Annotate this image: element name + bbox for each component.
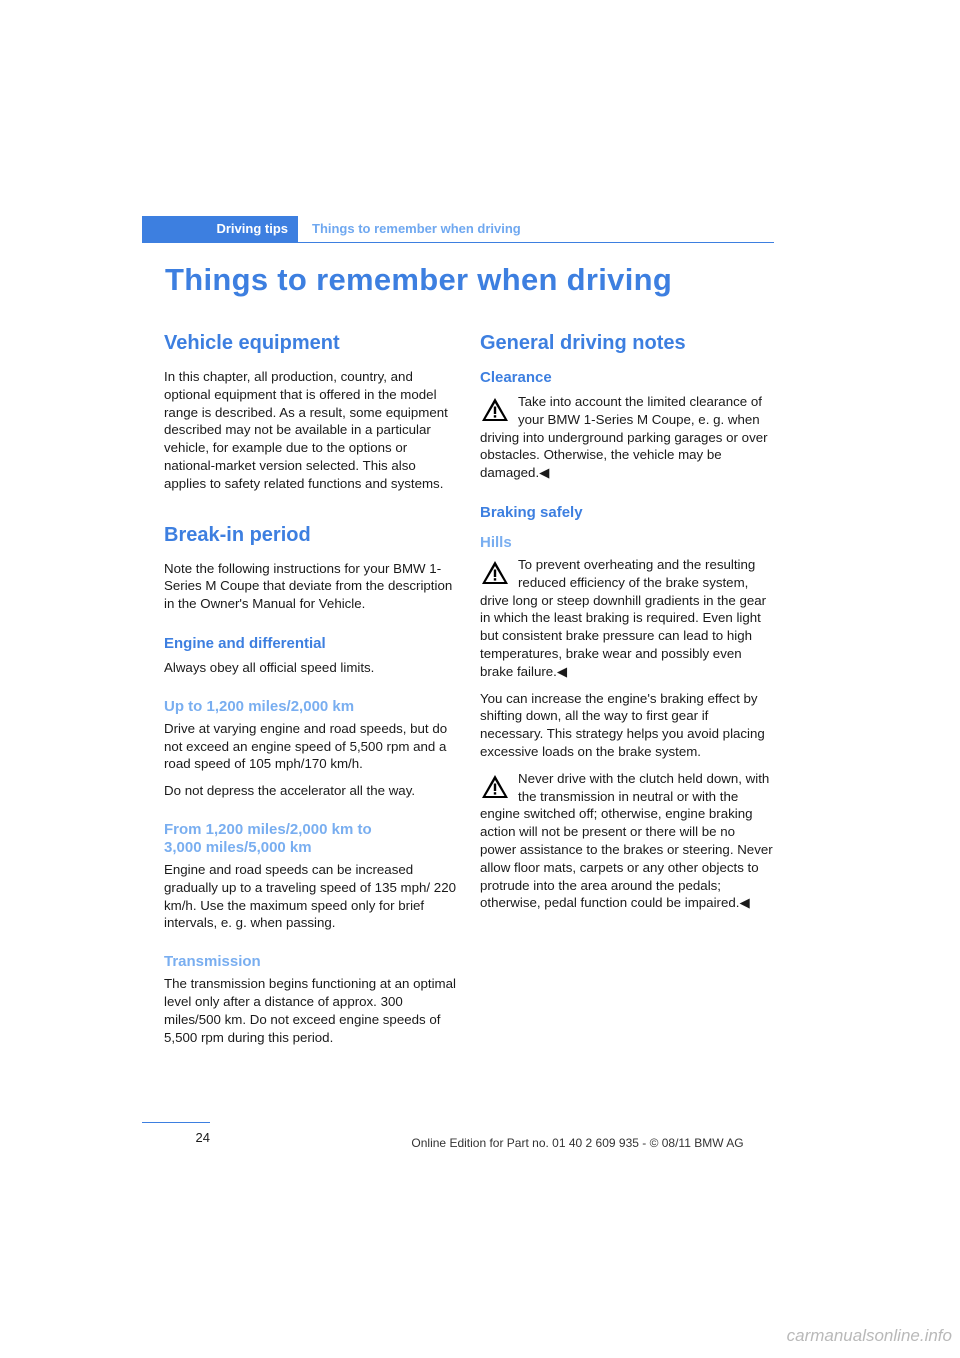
- warning-triangle-icon: [480, 772, 510, 802]
- footer-edition: [0, 1136, 960, 1150]
- up-to-accelerator-text: Do not depress the accelerator all the way.: [164, 783, 416, 799]
- clearance-heading: Clearance: [480, 369, 552, 386]
- from-heading-line2: 3,000 miles/5,000 km: [164, 838, 312, 856]
- from-text: Engine and road speeds can be increased gradually up to a traveling speed of 135 mph/ 220 km/h. Use the maximum speed only for brief intervals, e. g. when passing.: [164, 861, 456, 931]
- hills-warning-text: To prevent overheating and the resulting reduced efficiency of the brake system, drive long or steep downhill gradients in the gear in which the least braking is required. Even light but consistent brake pressure can lead to high temperatures, brake wear and possibly even brake failure.◀: [480, 556, 767, 679]
- clearance-warning-text: Take into account the limited clearance of your BMW 1-Series M Coupe, e. g. when driving into underground parking garages or over obstacles. Otherwise, the vehicle may be damaged.◀: [480, 394, 768, 481]
- transmission-heading: Transmission: [164, 953, 261, 971]
- header-divider: [142, 242, 774, 243]
- header-chapter-tab: Driving tips: [142, 216, 298, 242]
- up-to-heading: Up to 1,200 miles/2,000 km: [164, 697, 355, 715]
- clearance-warning: [480, 393, 774, 482]
- from-heading-line1: From 1,200 miles/2,000 km to: [164, 820, 372, 838]
- right-column: [480, 330, 774, 921]
- transmission-text: The transmission begins functioning at an optimal level only after a distance of approx. 300 miles/500 km. Do not exceed engine speeds of 5,500 rpm during this period.: [164, 976, 456, 1045]
- vehicle-equipment-heading: Vehicle equipment: [164, 332, 340, 354]
- general-driving-notes-heading: General driving notes: [480, 332, 686, 354]
- engine-differential-text: Always obey all official speed limits.: [164, 659, 375, 675]
- vehicle-equipment-text: In this chapter, all production, country, and optional equipment that is offered in the model range is described. As a result, some equipment described may not be available in a particular vehicle, for example due to the options or national-market version selected. This also applies to safety related functions and systems.: [164, 369, 448, 491]
- from-heading: [164, 821, 458, 857]
- footer-edition-text: Online Edition for Part no. 01 40 2 609 935 - © 08/11 BMW AG: [411, 1136, 744, 1150]
- break-in-text: Note the following instructions for your BMW 1-Series M Coupe that deviate from the description in the Owner's Manual for Vehicle.: [164, 560, 453, 612]
- engine-braking-text: You can increase the engine's braking effect by shifting down, all the way to first gear if necessary. This strategy helps you avoid placing excessive loads on the brake system.: [480, 690, 765, 759]
- warning-triangle-icon: [480, 395, 510, 425]
- hills-warning: [480, 556, 774, 681]
- hills-heading: Hills: [480, 533, 512, 551]
- left-column: [164, 330, 458, 1055]
- footer-divider: [142, 1122, 210, 1123]
- page-number: 24: [195, 1130, 210, 1145]
- up-to-text: Drive at varying engine and road speeds, but do not exceed an engine speed of 5,500 rpm and a road speed of 105 mph/170 km/h.: [164, 720, 448, 772]
- clutch-warning: [480, 770, 774, 912]
- page-title: Things to remember when driving: [165, 262, 673, 297]
- clutch-warning-text: Never drive with the clutch held down, with the transmission in neutral or with the engine switched off; otherwise, engine braking action will not be present or there will be no power assistance to the brakes or steering. Never allow floor mats, carpets or any other objects to protrude into the area around the pedals; otherwise, pedal function could be impaired.◀: [480, 770, 773, 911]
- header-section-title: Things to remember when driving: [312, 221, 521, 236]
- watermark: carmanualsonline.info: [786, 1326, 952, 1345]
- break-in-heading: Break-in period: [164, 523, 311, 546]
- engine-differential-heading: Engine and differential: [164, 634, 326, 652]
- braking-safely-heading: Braking safely: [480, 503, 583, 521]
- warning-triangle-icon: [480, 558, 510, 588]
